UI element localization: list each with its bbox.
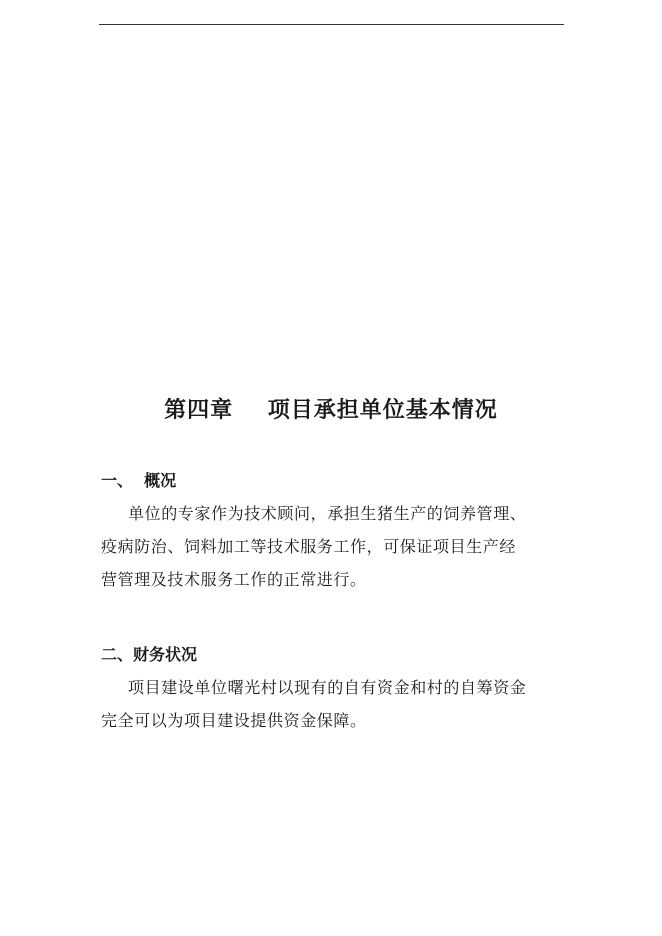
chapter-title: 第四章 项目承担单位基本情况 [164, 397, 498, 423]
paragraph-line: 疫病防治、饲料加工等技术服务工作，可保证项目生产经 [101, 537, 517, 556]
paragraph-line: 单位的专家作为技术顾问，承担生猪生产的饲养管理、 [128, 504, 527, 523]
paragraph-line: 项目建设单位曙光村以现有的自有资金和村的自筹资金 [128, 678, 527, 697]
section-heading-finance: 二、财务状况 [101, 645, 198, 664]
header-rule [99, 24, 564, 25]
section-heading-overview: 一、 概况 [101, 471, 177, 490]
finance-paragraph [101, 671, 571, 737]
paragraph-line: 营管理及技术服务工作的正常进行。 [101, 570, 367, 589]
overview-paragraph [101, 497, 571, 596]
paragraph-line: 完全可以为项目建设提供资金保障。 [101, 711, 367, 730]
